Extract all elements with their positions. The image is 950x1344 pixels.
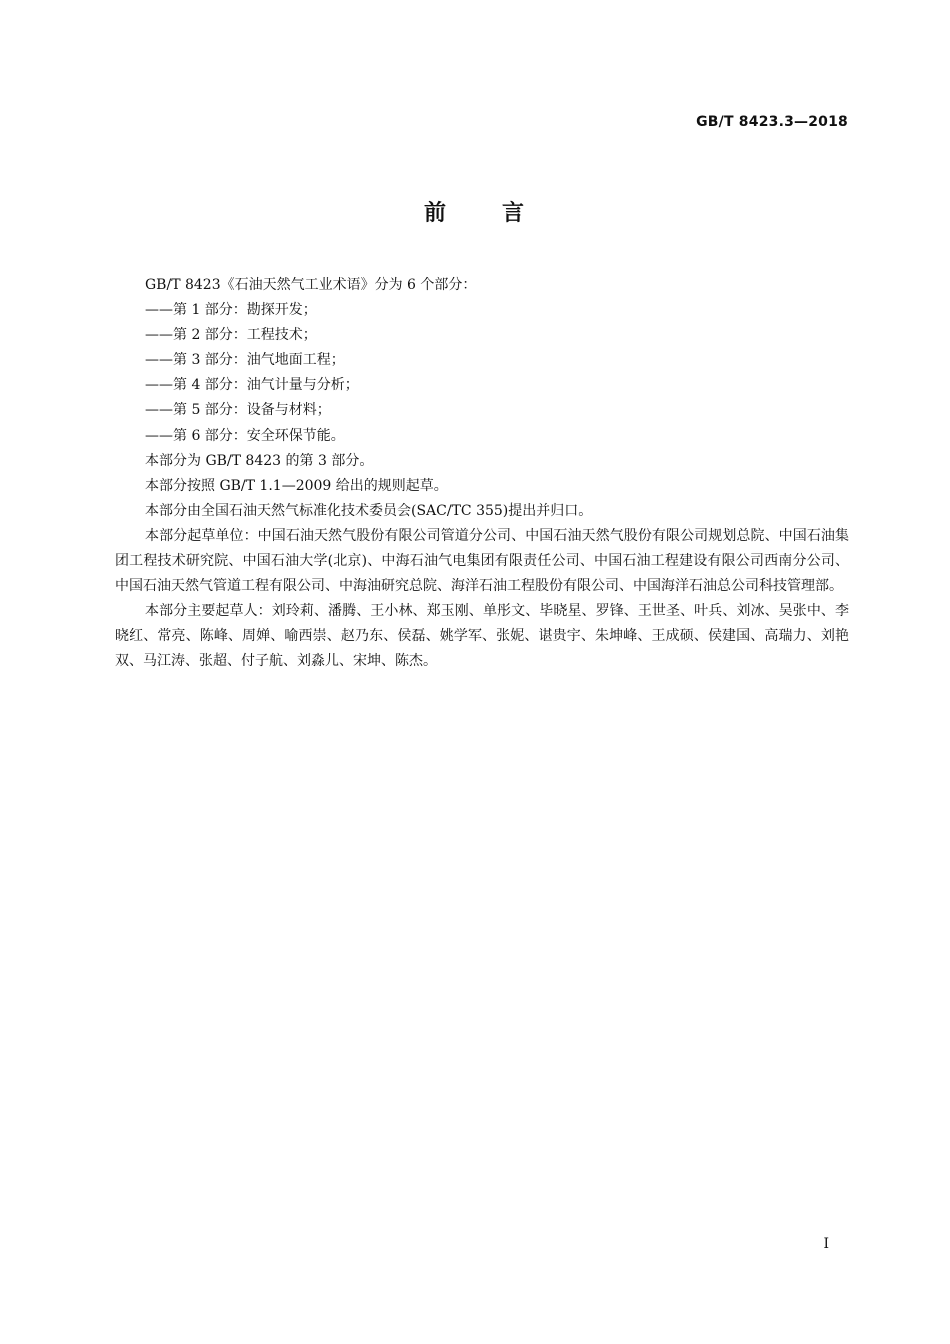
drafting-units-paragraph: 本部分起草单位：中国石油天然气股份有限公司管道分公司、中国石油天然气股份有限公司规划总院、中国石油集团工程技术研究院、中国石油大学(北京)、中海石油气电集团有限责任公司、中国石油工程建设有限公司西南分公司、中国石油天然气管道工程有限公司、中海油研究总院、海洋石油工程股份有限公司、中国海洋石油总公司科技管理部。 xyxy=(115,527,849,595)
intro-paragraph: GB/T 8423《石油天然气工业术语》分为 6 个部分： xyxy=(145,277,477,293)
drafters-paragraph: 本部分主要起草人：刘玲莉、潘腾、王小林、郑玉刚、单彤文、毕晓星、罗锋、王世圣、叶兵、刘冰、吴张中、李晓红、常亮、陈峰、周婵、喻西崇、赵乃东、侯磊、姚学军、张妮、谌贵宇、朱坤峰、王成硕、侯建国、高瑞力、刘艳双、马江涛、张超、付子航、刘淼儿、宋坤、陈杰。 xyxy=(115,603,849,670)
part-list-item: ——第 1 部分：勘探开发； xyxy=(145,302,317,319)
this-part-paragraph: 本部分为 GB/T 8423 的第 3 部分。 xyxy=(145,452,374,469)
page-title xyxy=(0,196,950,227)
standard-code: GB/T 8423.3—2018 xyxy=(696,114,848,130)
part-list-item: ——第 6 部分：安全环保节能。 xyxy=(145,427,345,444)
page-number: I xyxy=(823,1236,829,1252)
proposed-by-paragraph: 本部分由全国石油天然气标准化技术委员会(SAC/TC 355)提出并归口。 xyxy=(145,502,593,519)
title-char-2: 言 xyxy=(502,201,527,226)
part-list-item: ——第 2 部分：工程技术； xyxy=(145,327,317,344)
drafting-rules-paragraph: 本部分按照 GB/T 1.1—2009 给出的规则起草。 xyxy=(145,477,448,494)
part-list-item: ——第 4 部分：油气计量与分析； xyxy=(145,377,359,394)
part-list-item: ——第 5 部分：设备与材料； xyxy=(145,402,331,419)
title-char-1: 前 xyxy=(423,201,448,226)
part-list-item: ——第 3 部分：油气地面工程； xyxy=(145,352,345,369)
foreword-body xyxy=(115,273,849,675)
